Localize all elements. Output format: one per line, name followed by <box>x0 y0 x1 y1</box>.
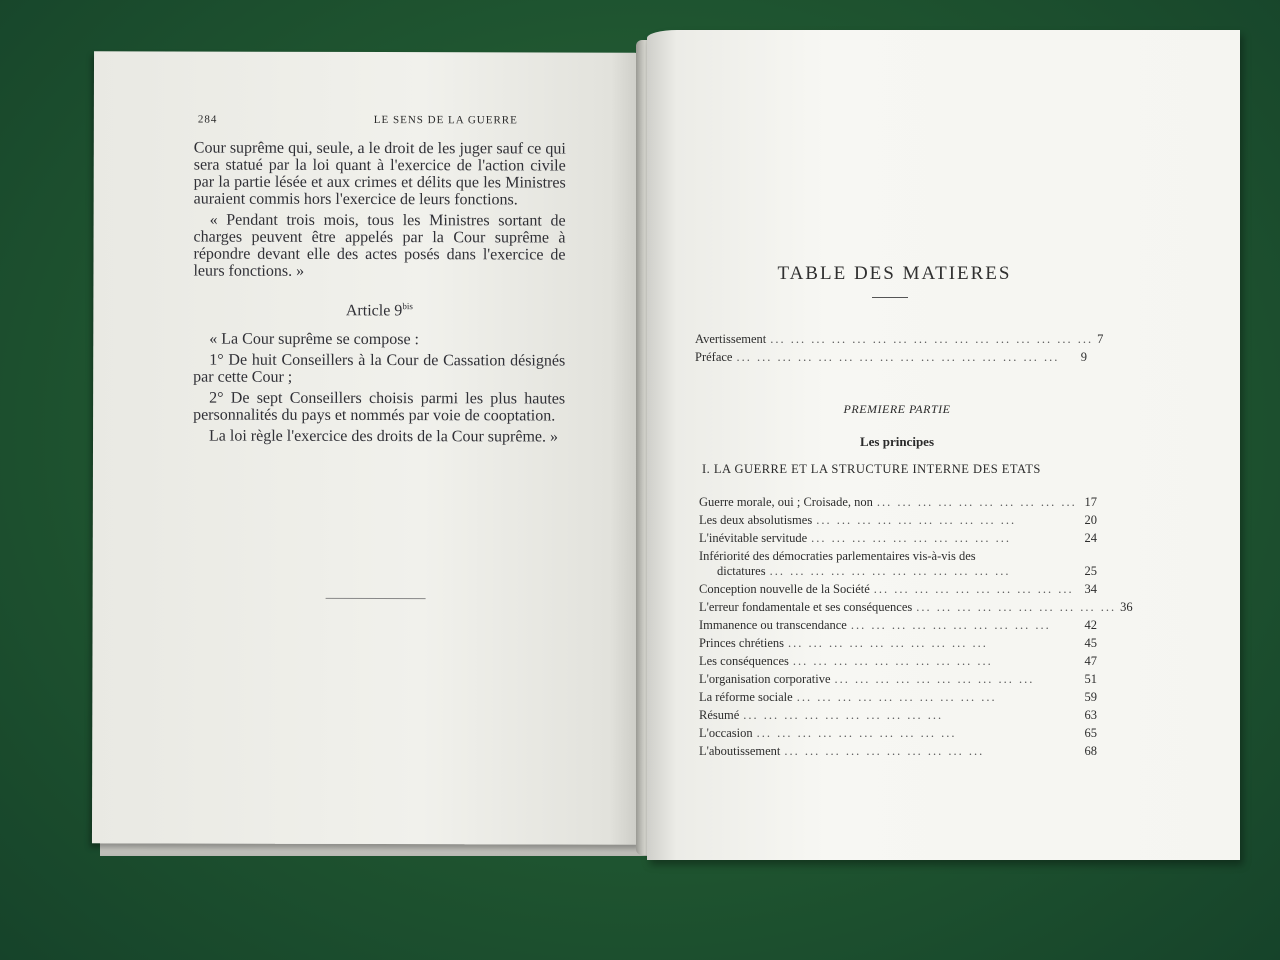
toc-entry: Résumé ... ... ... ... ... ... ... ... ... ... 63 <box>699 708 1097 722</box>
paragraph: « La Cour suprême se compose : <box>209 330 420 349</box>
left-body-text <box>193 140 566 450</box>
toc-entry: Conception nouvelle de la Société ... ... ... ... ... ... ... ... ... ... 34 <box>699 582 1097 596</box>
toc-entry: L'inévitable servitude ... ... ... ... ... ... ... ... ... ... 24 <box>699 531 1097 545</box>
part-subtitle: Les principes <box>859 434 935 449</box>
chapter-entries <box>699 495 1133 762</box>
paragraph: 2° De sept Conseillers choisis parmi les plus hautes personnalités du pays et nommés par voie de cooptation. <box>193 389 566 425</box>
toc-entry: Les conséquences ... ... ... ... ... ... ... ... ... ... 47 <box>699 654 1097 668</box>
toc-title: TABLE DES MATIERES <box>777 263 1012 284</box>
running-head <box>198 114 518 127</box>
part-title: PREMIERE PARTIE <box>843 402 951 416</box>
toc-entry: L'aboutissement ... ... ... ... ... ... ... ... ... ... 68 <box>699 744 1097 758</box>
toc-entry: L'occasion ... ... ... ... ... ... ... ... ... ... 65 <box>699 726 1097 740</box>
paragraph: 1° De huit Conseillers à la Cour de Cassation désignés par cette Cour ; <box>193 351 566 387</box>
paragraph: « Pendant trois mois, tous les Ministres sortant de charges peuvent être appelés par la Cour suprême à répondre devant elle des actes posés dans l'exercice de leurs fonctions. » <box>193 211 566 280</box>
toc-entry: Guerre morale, oui ; Croisade, non ... ... ... ... ... ... ... ... ... ... 17 <box>699 495 1097 509</box>
toc-entry: Les deux absolutismes ... ... ... ... ... ... ... ... ... ... 20 <box>699 513 1097 527</box>
toc-entry: L'organisation corporative ... ... ... ... ... ... ... ... ... ... 51 <box>699 672 1097 686</box>
toc-entry: La réforme sociale ... ... ... ... ... ... ... ... ... ... 59 <box>699 690 1097 704</box>
title-rule <box>872 297 908 298</box>
page-number: 284 <box>197 113 218 126</box>
toc-entry: Infériorité des démocraties parlementaires vis-à-vis des dictatures ... ... ... ... ... ... ... ... ... ... ... ... 25 <box>699 549 1097 578</box>
toc-entry: L'erreur fondamentale et ses conséquences ... ... ... ... ... ... ... ... ... ... 36 <box>699 600 1133 614</box>
toc-entry: Princes chrétiens ... ... ... ... ... ... ... ... ... ... 45 <box>699 636 1097 650</box>
front-matter-list <box>695 332 1104 368</box>
left-page <box>92 51 644 844</box>
running-head-title: LE SENS DE LA GUERRE <box>373 114 518 127</box>
toc-entry: Immanence ou transcendance ... ... ... ... ... ... ... ... ... ... 42 <box>699 618 1097 632</box>
article-title: Article $9^{bis}$ <box>345 301 413 320</box>
article-sup: bis <box>402 301 413 312</box>
toc-entry: Avertissement ... ... ... ... ... ... ... ... ... ... ... ... ... ... ... ... 7 <box>695 332 1104 346</box>
right-page <box>647 30 1240 860</box>
toc-entry: Préface ... ... ... ... ... ... ... ... ... ... ... ... ... ... ... ... 9 <box>695 350 1087 364</box>
paragraph: Cour suprême qui, seule, a le droit de les juger sauf ce qui sera statué par la loi quant à l'exercice de l'action civile par la partie lésée et aux crimes et délits que les Ministres auraient commis hors l'exercice de leurs fonctions. <box>193 139 566 209</box>
end-rule <box>326 598 426 599</box>
chapter-title: I. LA GUERRE ET LA STRUCTURE INTERNE DES ETATS <box>702 462 1041 476</box>
paragraph: La loi règle l'exercice des droits de la Cour suprême. » <box>209 427 559 446</box>
